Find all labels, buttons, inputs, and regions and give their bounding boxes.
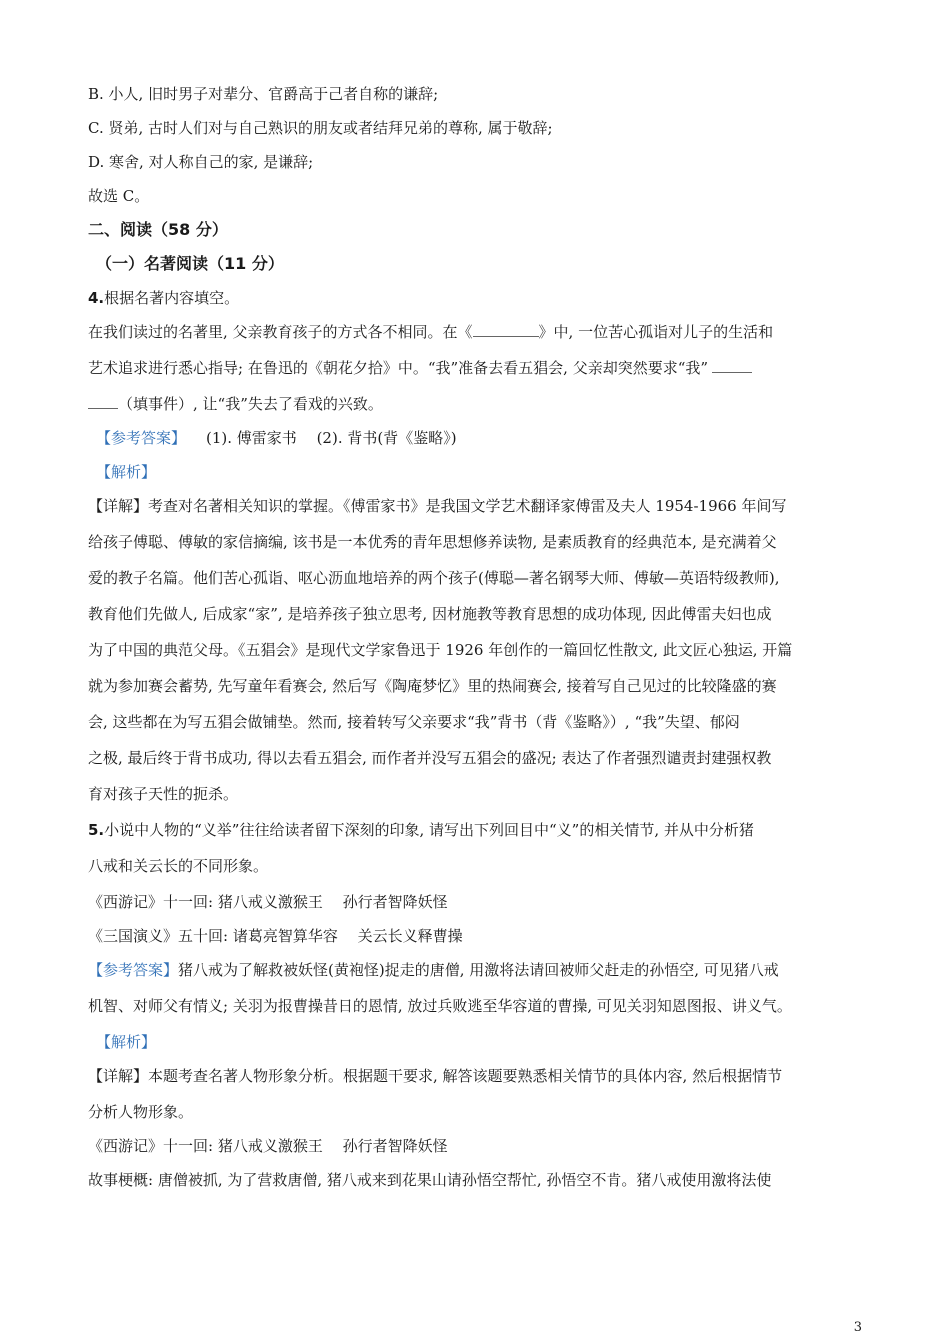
option-d-text: D. 寒舍, 对人称自己的家, 是谦辞; <box>88 153 314 171</box>
answer-tag: 【参考答案】 <box>88 961 179 979</box>
section-subtitle: （一）名著阅读（11 分） <box>96 254 284 273</box>
q4-detail-text-5: 就为参加赛会蓄势, 先写童年看赛会, 然后写《陶庵梦忆》里的热闹赛会, 接着写自己见过的比较隆盛的赛 <box>88 677 777 695</box>
q4-answer <box>96 428 457 448</box>
q4-detail-text-7: 之极, 最后终于背书成功, 得以去看五猖会, 而作者并没写五猖会的盛况; 表达了作者强烈谴责封建强权教 <box>88 749 772 767</box>
section-title: 二、阅读（58 分） <box>88 220 228 239</box>
q4-detail-text-6: 会, 这些都在为写五猖会做铺垫。然而, 接着转写父亲要求“我”背书（背《鉴略》）, “我”失望、郁闷 <box>88 713 740 731</box>
q4-line3-b: （填事件）, 让“我”失去了看戏的兴致。 <box>118 395 383 413</box>
q4-analysis-tag: 【解析】 <box>96 463 157 481</box>
q4-detail-text-3: 教育他们先做人, 后成家“家”, 是培养孩子独立思考, 因材施教等教育思想的成功体现, 因此傅雷夫妇也成 <box>88 605 772 623</box>
q4-line1-b: 》中, 一位苦心孤诣对儿子的生活和 <box>538 323 774 341</box>
q4-line-2 <box>88 358 752 378</box>
q4-line-1 <box>88 322 773 342</box>
q5-story-line: 故事梗概: 唐僧被抓, 为了营救唐僧, 猪八戒来到花果山请孙悟空帮忙, 孙悟空不肯。猪八戒使用激将法使 <box>88 1171 772 1189</box>
fill-blank-1 <box>473 322 539 337</box>
q4-number: 4. <box>88 289 105 307</box>
q4-prompt-text: 根据名著内容填空。 <box>104 289 240 307</box>
q4-detail-text-2: 爱的教子名篇。他们苦心孤诣、呕心沥血地培养的两个孩子(傅聪—著名钢琴大师、傅敏—英语特级教师), <box>88 569 780 587</box>
q4-detail-text-8: 育对孩子天性的扼杀。 <box>88 785 239 803</box>
detail-tag: 【详解】 <box>88 497 149 515</box>
q4-answer-text: (1). 傅雷家书 (2). 背书(背《鉴略》) <box>206 429 457 447</box>
q4-detail-text-0: 考查对名著相关知识的掌握。《傅雷家书》是我国文学艺术翻译家傅雷及夫人 1954-1966 年间写 <box>148 497 787 515</box>
q5-prompt <box>88 820 754 840</box>
q5-chapter-2: 《三国演义》五十回: 诸葛亮智算华容 关云长义释曹操 <box>88 927 463 945</box>
q4-detail-line <box>88 496 786 516</box>
q4-line1-a: 在我们读过的名著里, 父亲教育孩子的方式各不相同。在《 <box>88 323 473 341</box>
q5-answer-line1: 猪八戒为了解救被妖怪(黄袍怪)捉走的唐僧, 用激将法请回被师父赶走的孙悟空, 可见猪八戒 <box>178 961 779 979</box>
detail-tag: 【详解】 <box>88 1067 149 1085</box>
option-b-text: B. 小人, 旧时男子对辈分、官爵高于己者自称的谦辞; <box>88 85 439 103</box>
q5-chapter-1-repeat: 《西游记》十一回: 猪八戒义激猴王 孙行者智降妖怪 <box>88 1137 448 1155</box>
q4-line2-a: 艺术追求进行悉心指导; 在鲁迅的《朝花夕拾》中。“我”准备去看五猖会, 父亲却突然要求“我” <box>88 359 709 377</box>
q5-prompt-line2: 八戒和关云长的不同形象。 <box>88 857 269 875</box>
q5-detail-line <box>88 1066 782 1086</box>
q4-detail-text-1: 给孩子傅聪、傅敏的家信摘编, 该书是一本优秀的青年思想修养读物, 是素质教育的经典范本, 是充满着父 <box>88 533 777 551</box>
q5-number: 5. <box>88 821 105 839</box>
option-c-text: C. 贤弟, 古时人们对与自己熟识的朋友或者结拜兄弟的尊称, 属于敬辞; <box>88 119 553 137</box>
page-number: 3 <box>853 1320 862 1335</box>
q5-chapter-1: 《西游记》十一回: 猪八戒义激猴王 孙行者智降妖怪 <box>88 893 448 911</box>
q5-answer-line2: 机智、对师父有情义; 关羽为报曹操昔日的恩情, 放过兵败逃至华容道的曹操, 可见关羽知恩图报、讲义气。 <box>88 997 792 1015</box>
q5-answer <box>88 960 779 980</box>
answer-choice-text: 故选 C。 <box>88 187 150 205</box>
fill-blank-2a <box>712 358 752 373</box>
q5-detail-line1: 本题考查名著人物形象分析。根据题干要求, 解答该题要熟悉相关情节的具体内容, 然后根据情节 <box>148 1067 783 1085</box>
q4-detail-text-4: 为了中国的典范父母。《五猖会》是现代文学家鲁迅于 1926 年创作的一篇回忆性散文, 此文匠心独运, 开篇 <box>88 641 793 659</box>
fill-blank-2b <box>88 394 118 409</box>
q4-line-3 <box>88 394 383 414</box>
q5-analysis-tag: 【解析】 <box>96 1033 157 1051</box>
q4-prompt <box>88 288 239 308</box>
answer-tag: 【参考答案】 <box>96 429 187 447</box>
q5-detail-line2: 分析人物形象。 <box>88 1103 194 1121</box>
q5-prompt-line1: 小说中人物的“义举”往往给读者留下深刻的印象, 请写出下列回目中“义”的相关情节, 并从中分析猪 <box>104 821 754 839</box>
